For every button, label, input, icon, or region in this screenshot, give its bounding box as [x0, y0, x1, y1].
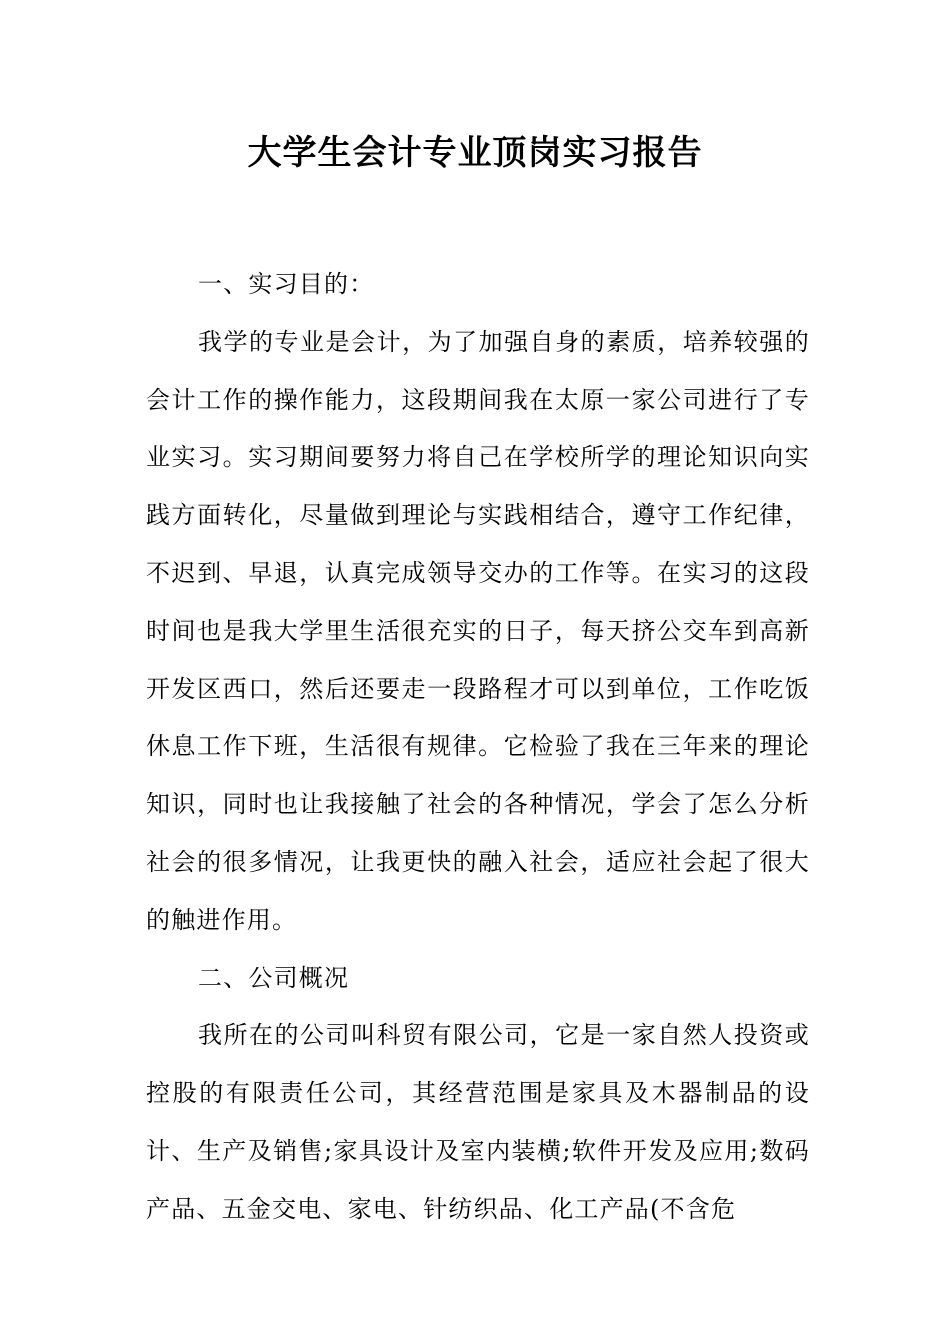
document-body [146, 256, 810, 1239]
section-heading-company-overview: 二、公司概况 [198, 963, 350, 992]
section-heading-purpose: 一、实习目的： [198, 270, 375, 298]
section-paragraph-purpose: 我学的专业是会计，为了加强自身的素质，培养较强的会计工作的操作能力，这段期间我在太原一家公司进行了专业实习。实习期间要努力将自己在学校所学的理论知识向实践方面转化，尽量做到理论与实践相结合，遵守工作纪律，不迟到、早退，认真完成领导交办的工作等。在实习的这段时间也是我大学里生活很充实的日子，每天挤公交车到高新开发区西口，然后还要走一段路程才可以到单位，工作吃饭休息工作下班，生活很有规律。它检验了我在三年来的理论知识，同时也让我接触了社会的各种情况，学会了怎么分析社会的很多情况，让我更快的融入社会，适应社会起了很大的触进作用。 [146, 327, 810, 934]
document-title: 大学生会计专业顶岗实习报告 [247, 133, 703, 173]
section-paragraph-company-overview: 我所在的公司叫科贸有限公司，它是一家自然人投资或控股的有限责任公司，其经营范围是家具及木器制品的设计、生产及销售;家具设计及室内装横;软件开发及应用;数码产品、五金交电、家电、针纺织品、化工产品(不含危 [146, 1021, 810, 1223]
